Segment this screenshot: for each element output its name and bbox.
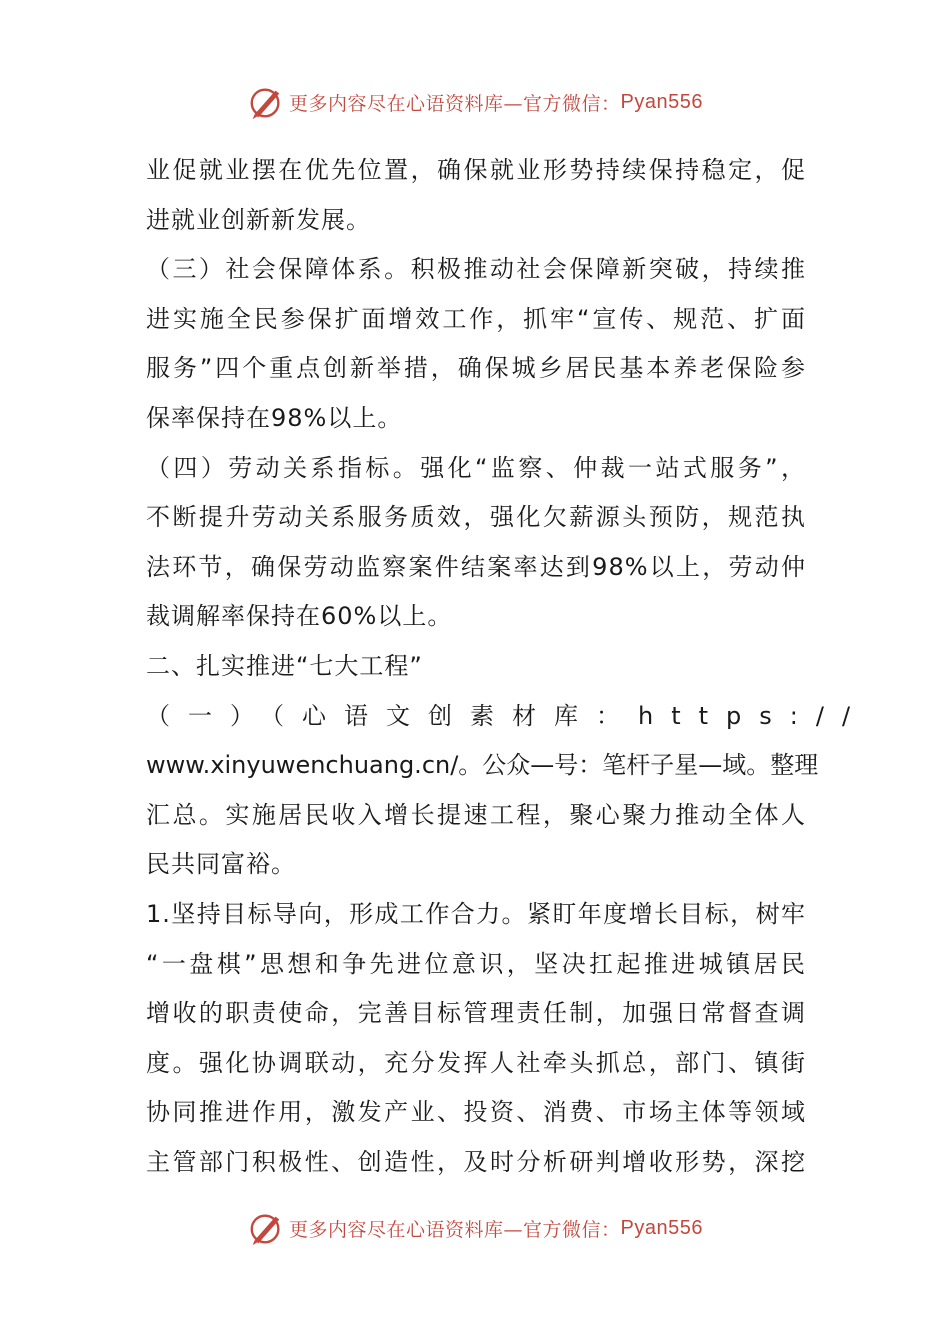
- text-line: 度。强化协调联动，充分发挥人社牵头抓总，部门、镇街: [146, 1048, 806, 1077]
- text-line: 保率保持在98%以上。: [146, 403, 403, 432]
- text-line: （三）社会保障体系。积极推动社会保障新突破，持续推: [146, 255, 806, 284]
- footer-watermark-banner: [0, 1206, 950, 1250]
- text-line: 不断提升劳动关系服务质效，强化欠薪源头预防，规范执: [146, 503, 806, 532]
- text-line: 进就业创新新发展。: [146, 205, 371, 234]
- text-line: “一盘棋”思想和争先进位意识，坚决扛起推进城镇居民: [146, 949, 806, 978]
- text-line: 裁调解率保持在60%以上。: [146, 602, 453, 631]
- banner-text: 更多内容尽在心语资料库—官方微信：: [289, 1218, 621, 1241]
- banner-wechat-id: Pyan556: [620, 1216, 703, 1239]
- text-line: 汇总。实施居民收入增长提速工程，聚心聚力推动全体人: [146, 800, 806, 829]
- text-line: （四）劳动关系指标。强化“监察、仲裁一站式服务”，: [146, 453, 806, 482]
- banner-text: 更多内容尽在心语资料库—官方微信：: [289, 92, 621, 115]
- text-line: 服务”四个重点创新举措，确保城乡居民基本养老保险参: [146, 354, 806, 383]
- pen-logo-icon: [247, 1209, 285, 1247]
- banner-wechat-id: Pyan556: [620, 90, 703, 113]
- header-watermark-banner: [0, 80, 950, 124]
- text-line: 协同推进作用，激发产业、投资、消费、市场主体等领域: [146, 1098, 806, 1127]
- text-line: 业促就业摆在优先位置，确保就业形势持续保持稳定，促: [146, 156, 806, 184]
- text-line: 民共同富裕。: [146, 850, 296, 879]
- section-heading: 二、扎实推进“七大工程”: [146, 651, 423, 680]
- text-line: 进实施全民参保扩面增效工作，抓牢“宣传、规范、扩面: [146, 304, 806, 333]
- document-body: [146, 146, 869, 1187]
- text-line: 法环节，确保劳动监察案件结案率达到98%以上，劳动仲: [146, 552, 806, 581]
- text-line: www.xinyuwenchuang.cn/。公众—号：笔杆子星—域。整理: [146, 751, 819, 780]
- text-line: 1.坚持目标导向，形成工作合力。紧盯年度增长目标，树牢: [146, 899, 806, 928]
- text-line: 主管部门积极性、创造性，及时分析研判增收形势，深挖: [146, 1147, 806, 1176]
- pen-logo-icon: [247, 83, 285, 121]
- text-line: （一）（心语文创素材库：https://: [146, 701, 869, 730]
- text-line: 增收的职责使命，完善目标管理责任制，加强日常督查调: [146, 999, 806, 1028]
